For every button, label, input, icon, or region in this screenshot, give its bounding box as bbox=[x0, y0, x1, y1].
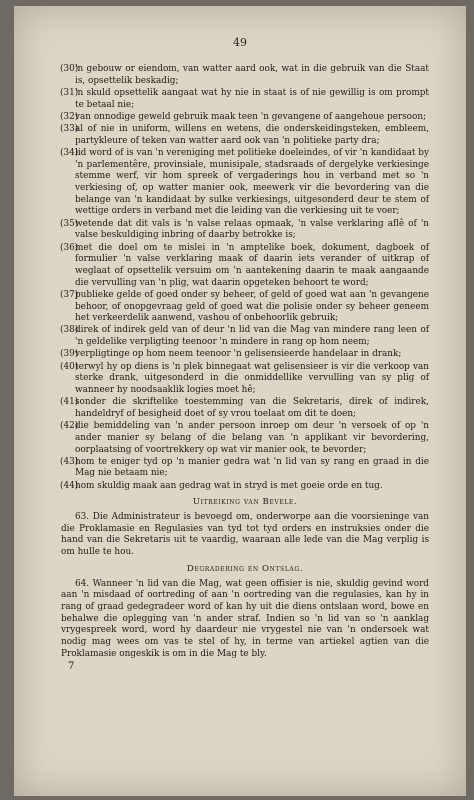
clause-number: (37) bbox=[60, 289, 79, 300]
clause-33 bbox=[61, 124, 429, 147]
clause-text: met die doel om te mislei in 'n amptelike boek, dokument, dagboek of formulier 'n valse verklaring maak of daarin iets verander of uitkrap of weglaat of opsettelik versuim om 'n aantekening daarin te maak aangaande die vervulling van 'n plig, wat daarin opgeteken behoort te word; bbox=[75, 242, 429, 288]
paragraph-64: 64. Wanneer 'n lid van die Mag, wat geen offisier is nie, skuldig gevind word aan 'n misdaad of oortreding of aan 'n oortreding van die regulasies, kan hy in rang of graad gedegradeer word of kan hy uit die diens ontslaan word, bowe en behalwe die oplegging van 'n ander straf. Indien so 'n lid van so 'n aanklag vrygespreek word, word hy daardeur nie vrygestel nie van 'n ondersoek wat nodig mag wees om vas te stel of hy, in terme van artiekel agtien van die Proklamasie ongeskik is om in die Mag te bly. bbox=[61, 578, 429, 659]
clause-number: (41) bbox=[60, 397, 79, 408]
clause-39 bbox=[61, 349, 429, 361]
clause-number: (36) bbox=[60, 242, 79, 253]
clause-text: wetende dat dit vals is 'n valse relaas opmaak, 'n valse verklaring aflê of 'n valse beskuldiging inbring of daarby betrokke is; bbox=[75, 218, 429, 241]
clause-text: hom te eniger tyd op 'n manier gedra wat 'n lid van sy rang en graad in die Mag nie betaam nie; bbox=[75, 456, 429, 479]
clause-text: lid word of is van 'n vereniging met politieke doeleindes, of vir 'n kandidaat by 'n parlementêre, provinsiale, munisipale, stadsraads of dergelyke verkiesinge stemme werf, vir hom spreek of vergaderings hou in verband met so 'n verkiesing of, op watter manier ook, meewerk vir die bevordering van die belange van 'n kandidaat by sulke verkiesings, uitgesonderd deur te stem of wettige orders in verband met die leiding van die verkiesing uit te voer; bbox=[75, 147, 429, 217]
clause-38 bbox=[61, 325, 429, 348]
clause-37 bbox=[61, 290, 429, 325]
clause-number: (30) bbox=[60, 64, 79, 74]
clause-35 bbox=[61, 219, 429, 242]
clause-31 bbox=[61, 88, 429, 111]
clause-number: (34) bbox=[60, 147, 79, 158]
clause-text: 'n skuld opsettelik aangaat wat hy nie in staat is of nie gewillig is om prompt te betaal nie; bbox=[75, 87, 429, 110]
clause-36 bbox=[61, 243, 429, 290]
clause-42 bbox=[61, 421, 429, 456]
clause-number: (31) bbox=[60, 87, 79, 98]
clause-30 bbox=[61, 64, 429, 87]
page-number: 49 bbox=[233, 36, 247, 49]
clause-32 bbox=[61, 112, 429, 124]
clause-43 bbox=[61, 457, 429, 480]
clause-number: (43) bbox=[60, 456, 79, 467]
clause-text: van onnodige geweld gebruik maak teen 'n gevangene of aangehoue persoon; bbox=[75, 111, 427, 122]
clause-text: 'n gebouw or eiendom, van watter aard ook, wat in die gebruik van die Staat is, opsettelik beskadig; bbox=[75, 64, 429, 86]
clause-number: (39) bbox=[60, 349, 79, 360]
clause-number: (33) bbox=[60, 124, 79, 135]
paragraph-63: 63. Die Administrateur is bevoegd om, onderworpe aan die voorsieninge van die Proklamasie en Regulasies van tyd tot tyd orders en instruksies onder die hand van die Sekretaris uit te vaardig, waaraan alle lede van die Mag verplig is om hulle te hou. bbox=[61, 512, 429, 558]
clause-text: die bemiddeling van 'n ander persoon inroep om deur 'n versoek of op 'n ander manier sy belang of die belang van 'n applikant vir bevordering, oorplaatsing of voortrekkery op wat vir manier ook, te bevorder; bbox=[75, 421, 429, 455]
clause-text: terwyl hy op diens is 'n plek binnegaat wat gelisensieer is vir die verkoop van sterke drank, uitgesonderd in die onmiddellike vervulling van sy plig of wanneer hy noodsaaklik logies moet hê; bbox=[75, 361, 429, 395]
clause-number: (44) bbox=[60, 480, 79, 491]
clause-text: sonder die skriftelike toestemming van die Sekretaris, direk of indirek, handeldryf of besigheid doet of sy vrou toelaat om dit te doen; bbox=[75, 397, 429, 419]
clause-text: al of nie in uniform, willens en wetens, die onderskeidingsteken, embleem, partykleure of teken van watter aard ook van 'n politieke party dra; bbox=[75, 124, 429, 146]
clause-number: (40) bbox=[60, 361, 79, 372]
clause-text: publieke gelde of goed onder sy beheer, of geld of goed wat aan 'n gevangene behoor, of onopgevraag geld of goed wat die polisie onder sy beheer geneem het verkeerdelik aanwend, vashou of onbehoorlik gebruik; bbox=[75, 289, 429, 324]
clause-34 bbox=[61, 148, 429, 218]
clause-number: (32) bbox=[60, 111, 79, 122]
section-heading-bevele: Uitreiking van Bevele. bbox=[192, 497, 298, 508]
clause-number: (38) bbox=[60, 325, 79, 336]
clause-text: hom skuldig maak aan gedrag wat in stryd is met goeie orde en tug. bbox=[75, 480, 383, 491]
signature-mark: 7 bbox=[68, 661, 75, 673]
section-heading-ontslag: Degradering en Ontslag. bbox=[186, 563, 304, 574]
clause-41 bbox=[61, 397, 429, 420]
clause-text: direk of indirek geld van of deur 'n lid van die Mag van mindere rang leen of 'n geldelike verpligting teenoor 'n mindere in rang op hom neem; bbox=[75, 325, 429, 348]
clause-number: (35) bbox=[60, 218, 79, 229]
document-page bbox=[14, 6, 466, 796]
clause-40 bbox=[61, 362, 429, 397]
clause-text: verpligtinge op hom neem teenoor 'n gelisensieerde handelaar in drank; bbox=[75, 349, 402, 360]
clause-number: (42) bbox=[60, 421, 79, 432]
page-body bbox=[61, 64, 429, 673]
clause-44 bbox=[61, 481, 429, 493]
